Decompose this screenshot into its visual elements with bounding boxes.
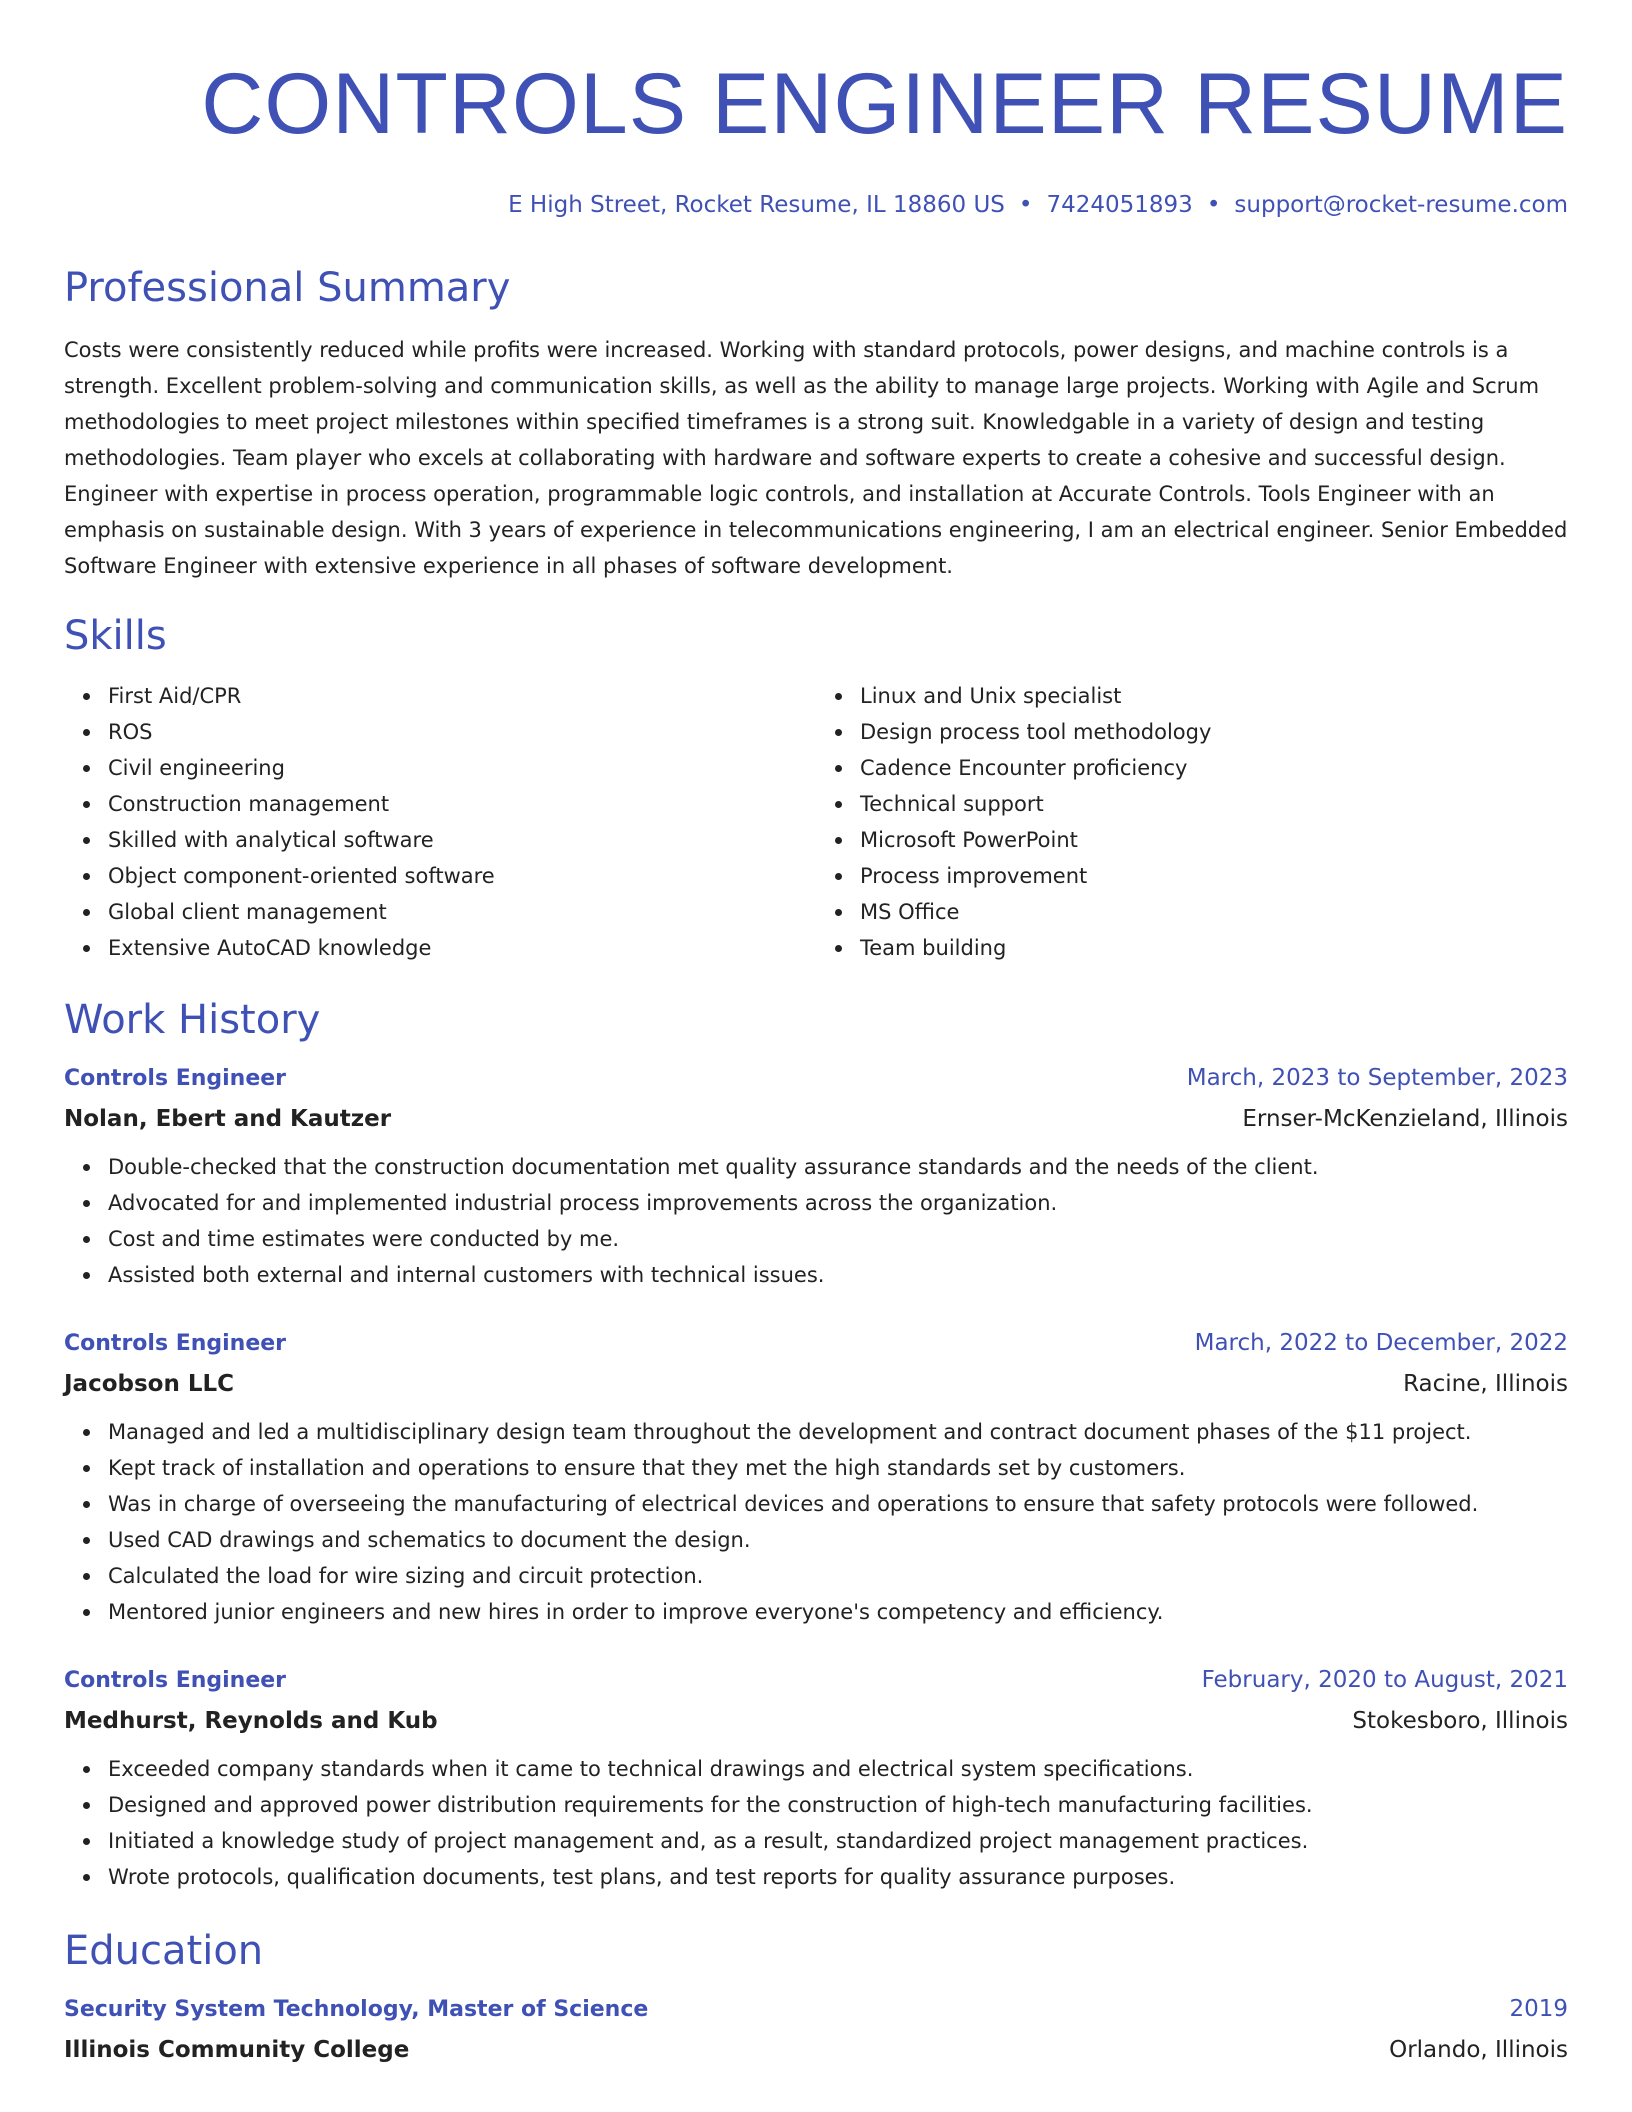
job-bullet: Exceeded company standards when it came to technical drawings and electrical system specifications. [108,1751,1568,1787]
job-bullet: Mentored junior engineers and new hires in order to improve everyone's competency and efficiency. [108,1594,1568,1630]
job-bullet: Assisted both external and internal customers with technical issues. [108,1257,1568,1293]
skill-item: Cadence Encounter proficiency [860,750,1568,786]
skill-item: Construction management [108,786,816,822]
job-company: Nolan, Ebert and Kautzer [64,1106,392,1132]
summary-text: Costs were consistently reduced while profits were increased. Working with standard protocols, power designs, and machine controls is a strength. Excellent problem-solving and communication skills, as well as the ability to manage large projects. Working with Agile and Scrum methodologies to meet project milestones within specified timeframes is a strong suit. Knowledgable in a variety of design and testing methodologies. Team player who excels at collaborating with hardware and software experts to create a cohesive and successful design. Engineer with expertise in process operation, programmable logic controls, and installation at Accurate Controls. Tools Engineer with an emphasis on sustainable design. With 3 years of experience in telecommunications engineering, I am an electrical engineer. Senior Embedded Software Engineer with extensive experience in all phases of software development. [64,338,1568,578]
job-bullet: Initiated a knowledge study of project management and, as a result, standardized project management practices. [108,1823,1568,1859]
job-entry [64,1323,1568,1630]
education-year: 2019 [1509,1996,1568,2022]
job-entry [64,1660,1568,1895]
job-bullets [64,1414,1568,1630]
skill-item: Process improvement [860,858,1568,894]
job-location: Stokesboro, Illinois [1352,1708,1568,1734]
skill-item: Technical support [860,786,1568,822]
job-bullets [64,1149,1568,1293]
job-bullet: Double-checked that the construction documentation met quality assurance standards and the needs of the client. [108,1149,1568,1185]
skill-item: First Aid/CPR [108,678,816,714]
skills-column-right [816,678,1568,966]
skills-list [64,678,1568,966]
job-bullet: Wrote protocols, qualification documents, test plans, and test reports for quality assurance purposes. [108,1859,1568,1895]
skill-item: Extensive AutoCAD knowledge [108,930,816,966]
contact-separator: • [1206,192,1221,218]
resume-title: CONTROLS ENGINEER RESUME [201,56,1568,152]
job-bullet: Calculated the load for wire sizing and circuit protection. [108,1558,1568,1594]
contact-email: support@rocket-resume.com [1234,192,1568,218]
skill-item: Microsoft PowerPoint [860,822,1568,858]
job-company: Jacobson LLC [64,1371,235,1397]
job-dates: March, 2023 to September, 2023 [1186,1065,1568,1091]
skills-column-left [64,678,816,966]
skill-item: Global client management [108,894,816,930]
contact-separator: • [1018,192,1033,218]
education-entry [64,1989,1568,2070]
job-bullets [64,1751,1568,1895]
job-bullet: Was in charge of overseeing the manufacturing of electrical devices and operations to ensure that safety protocols were followed. [108,1486,1568,1522]
job-bullet: Kept track of installation and operations to ensure that they met the high standards set by customers. [108,1450,1568,1486]
skill-item: Civil engineering [108,750,816,786]
contact-phone: 7424051893 [1046,192,1193,218]
skill-item: MS Office [860,894,1568,930]
job-bullet: Used CAD drawings and schematics to document the design. [108,1522,1568,1558]
education-location: Orlando, Illinois [1389,2037,1568,2063]
job-dates: February, 2020 to August, 2021 [1201,1667,1568,1693]
skill-item: Object component-oriented software [108,858,816,894]
job-company: Medhurst, Reynolds and Kub [64,1708,438,1734]
job-title: Controls Engineer [64,1331,287,1356]
section-title-skills: Skills [64,613,167,659]
job-bullet: Designed and approved power distribution requirements for the construction of high-tech manufacturing facilities. [108,1787,1568,1823]
job-title: Controls Engineer [64,1066,287,1091]
job-title: Controls Engineer [64,1668,287,1693]
section-title-education: Education [64,1928,264,1974]
contact-address: E High Street, Rocket Resume, IL 18860 US [508,192,1005,218]
skill-item: Team building [860,930,1568,966]
job-bullet: Cost and time estimates were conducted by me. [108,1221,1568,1257]
job-dates: March, 2022 to December, 2022 [1194,1330,1568,1356]
job-entry [64,1058,1568,1293]
job-bullet: Managed and led a multidisciplinary design team throughout the development and contract document phases of the $11 project. [108,1414,1568,1450]
job-location: Ernser-McKenzieland, Illinois [1242,1106,1568,1132]
section-title-summary: Professional Summary [64,265,511,311]
education-degree: Security System Technology, Master of Science [64,1997,649,2022]
skill-item: Linux and Unix specialist [860,678,1568,714]
job-bullet: Advocated for and implemented industrial process improvements across the organization. [108,1185,1568,1221]
contact-line [64,190,1568,220]
job-location: Racine, Illinois [1403,1371,1568,1397]
section-title-work-history: Work History [64,997,321,1043]
skill-item: Design process tool methodology [860,714,1568,750]
skill-item: Skilled with analytical software [108,822,816,858]
skill-item: ROS [108,714,816,750]
education-school: Illinois Community College [64,2037,410,2063]
